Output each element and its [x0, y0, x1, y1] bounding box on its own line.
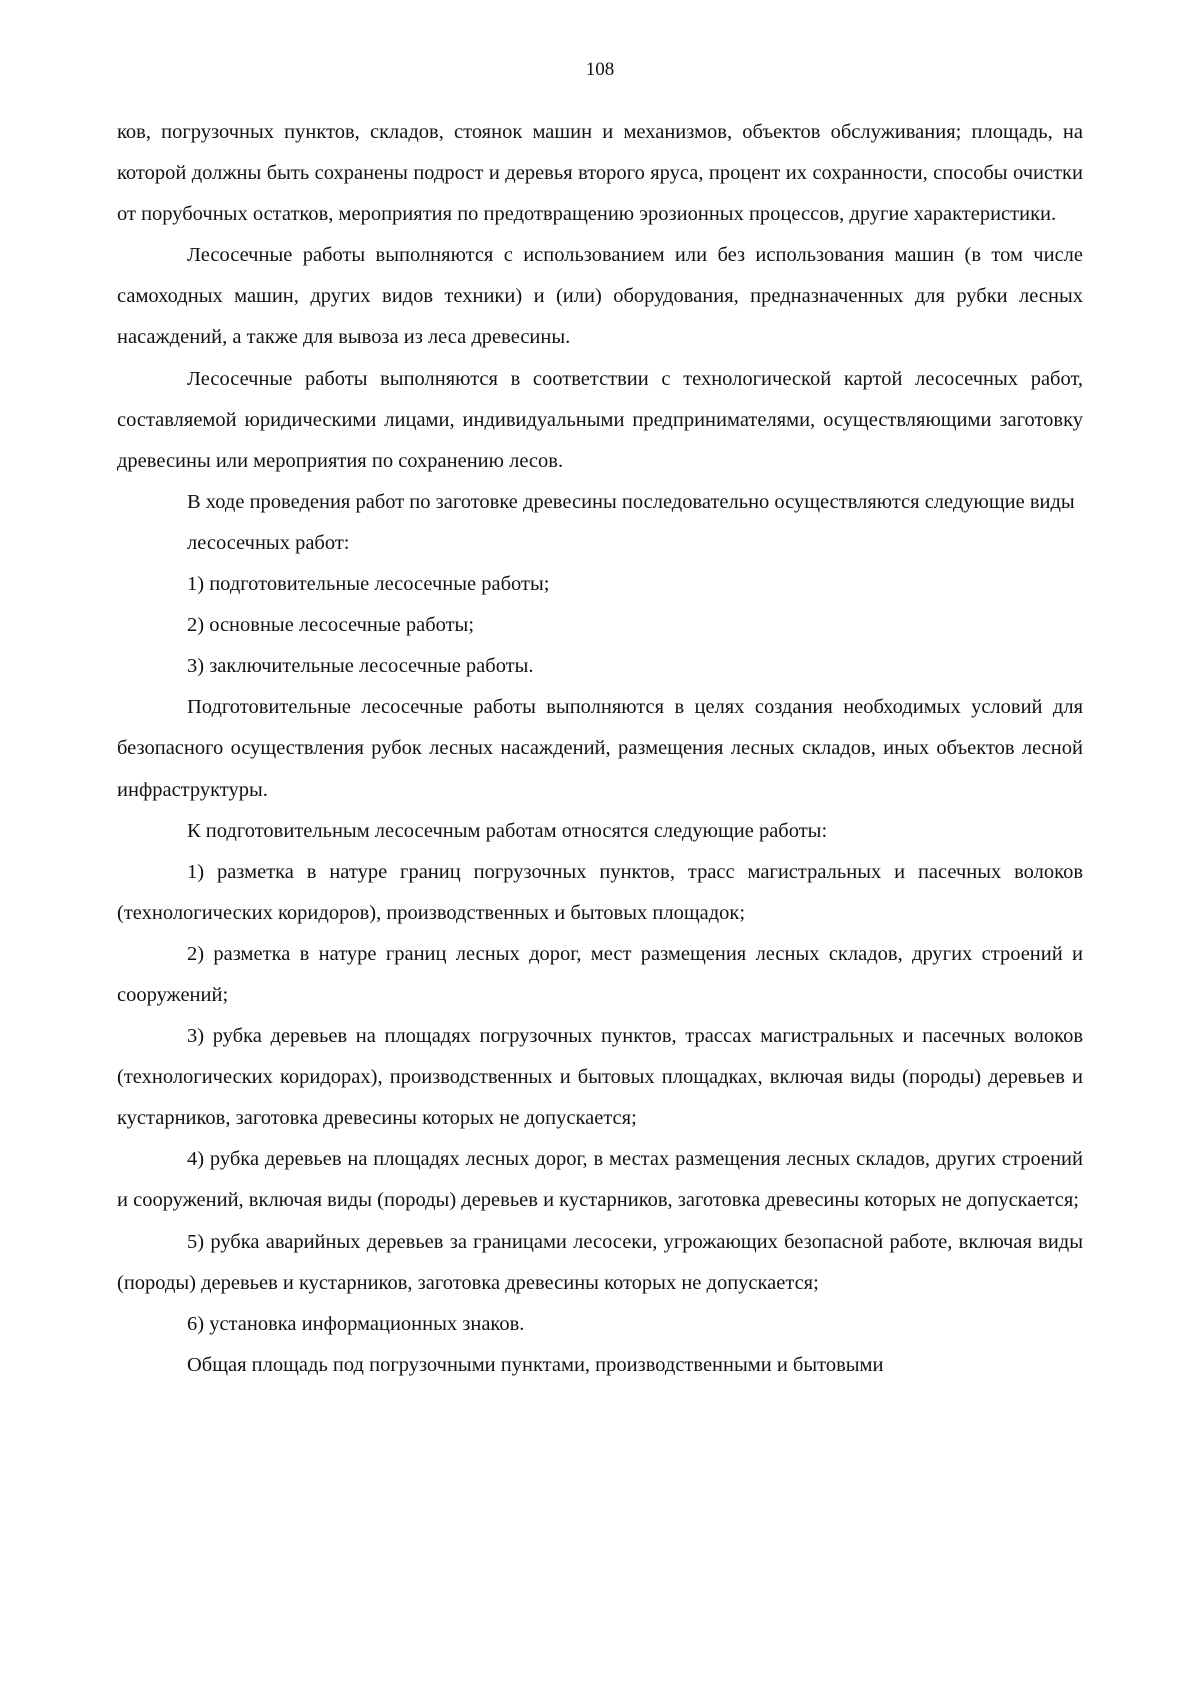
body-text: [117, 112, 1083, 1386]
paragraph-continuation: ков, погрузочных пунктов, складов, стоянок машин и механизмов, объектов обслуживания; площадь, на которой должны быть сохранены подрост и деревья второго яруса, процент их сохранности, способы очистки от порубочных остатков, мероприятия по предотвращению эрозионных процессов, другие характеристики.: [117, 121, 1083, 226]
paragraph-total-area: Общая площадь под погрузочными пунктами, производственными и бытовыми: [187, 1353, 884, 1376]
paragraph-preparatory-list-intro: К подготовительным лесосечным работам относятся следующие работы:: [187, 819, 828, 842]
page-number: 108: [585, 59, 615, 80]
paragraph-preparatory-purpose: Подготовительные лесосечные работы выполняются в целях создания необходимых условий для безопасного осуществления рубок лесных насаждений, размещения лесных складов, иных объектов лесной инфраструктуры.: [117, 696, 1083, 801]
list-item-main: 2) основные лесосечные работы;: [187, 614, 475, 637]
paragraph-machines: Лесосечные работы выполняются с использованием или без использования машин (в том числе самоходных машин, других видов техники) и (или) оборудования, предназначенных для рубки лесных насаждений, а также для вывоза из леса древесины.: [117, 244, 1083, 349]
list-item-emergency-trees: 5) рубка аварийных деревьев за границами лесосеки, угрожающих безопасной работе, включая виды (породы) деревьев и кустарников, заготовка древесины которых не допускается;: [117, 1230, 1083, 1294]
paragraph-technological-map: Лесосечные работы выполняются в соответствии с технологической картой лесосечных работ, составляемой юридическими лицами, индивидуальными предпринимателями, осуществляющими заготовку древесины или мероприятия по сохранению лесов.: [117, 367, 1083, 472]
list-item-preparatory: 1) подготовительные лесосечные работы;: [187, 573, 550, 596]
list-item-marking-points: 1) разметка в натуре границ погрузочных пунктов, трасс магистральных и пасечных волоков (технологических коридоров), производственных и бытовых площадок;: [117, 860, 1083, 924]
list-item-signs: 6) установка информационных знаков.: [187, 1312, 525, 1335]
list-item-marking-roads: 2) разметка в натуре границ лесных дорог, мест размещения лесных складов, других строений и сооружений;: [117, 942, 1083, 1006]
list-item-felling-roads: 4) рубка деревьев на площадях лесных дорог, в местах размещения лесных складов, других строений и сооружений, включая виды (породы) деревьев и кустарников, заготовка древесины которых не допускается;: [117, 1148, 1083, 1212]
list-item-final: 3) заключительные лесосечные работы.: [187, 655, 534, 678]
list-item-felling-points: 3) рубка деревьев на площадях погрузочных пунктов, трассах магистральных и пасечных волоков (технологических коридорах), производственных и бытовых площадках, включая виды (породы) деревьев и кустарников, заготовка древесины которых не допускается;: [117, 1025, 1083, 1130]
paragraph-work-types-intro: В ходе проведения работ по заготовке древесины последовательно осуществляются следующие виды лесосечных работ:: [187, 490, 1075, 554]
